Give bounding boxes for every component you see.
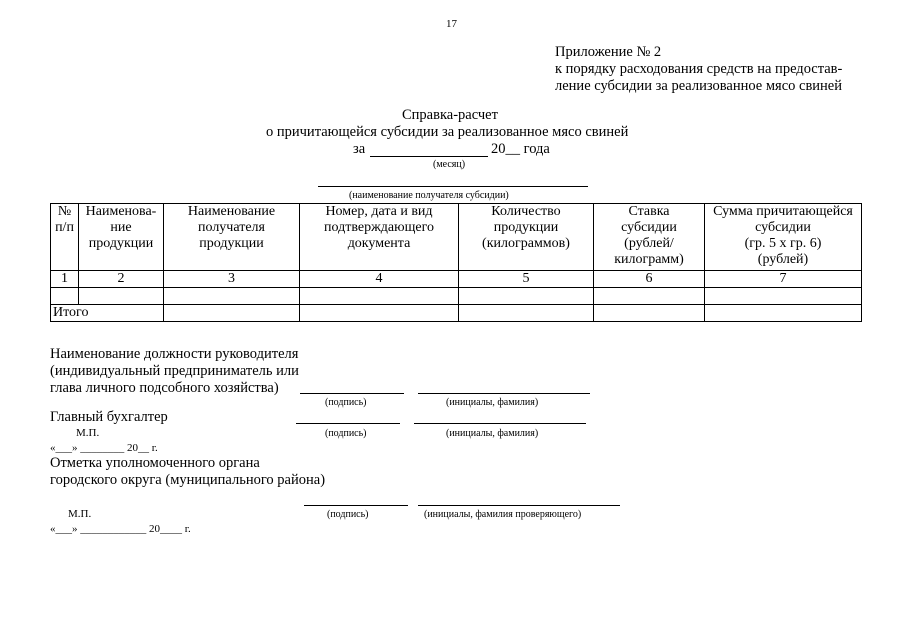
recipient-blank-line <box>318 186 588 187</box>
appendix-line-2: к порядку расходования средств на предостав- <box>555 61 843 77</box>
column-number-row <box>51 271 862 288</box>
column-number: 4 <box>300 271 459 288</box>
header-quantity: Количество продукции (килограммов) <box>459 204 594 271</box>
head-signature-line <box>300 393 404 394</box>
month-caption: (месяц) <box>433 159 466 170</box>
stamp-label: М.П. <box>68 508 92 520</box>
table-cell[interactable] <box>164 288 300 305</box>
verifier-signature-caption: (подпись) <box>327 509 369 520</box>
header-product-name: Наименова- ние продукции <box>79 204 164 271</box>
recipient-caption: (наименование получателя субсидии) <box>349 190 509 201</box>
header-amount: Сумма причитающейся субсидии (гр. 5 х гр. 6) (рублей) <box>705 204 862 271</box>
accountant-name-caption: (инициалы, фамилия) <box>446 428 539 439</box>
stamp-label: М.П. <box>76 427 100 439</box>
total-label: Итого <box>51 305 164 322</box>
document-title: Справка-расчет <box>402 107 498 123</box>
column-number: 1 <box>51 271 79 288</box>
appendix-line-3: ление субсидии за реализованное мясо свиней <box>555 78 843 94</box>
verifier-name-line <box>418 505 620 506</box>
period-year: 20__ года <box>491 141 550 157</box>
table-cell[interactable] <box>79 288 164 305</box>
table-cell[interactable] <box>459 288 594 305</box>
appendix-title: Приложение № 2 <box>555 44 662 60</box>
verifier-signature-line <box>304 505 408 506</box>
head-signature-caption: (подпись) <box>325 397 367 408</box>
date-line: «___» ________ 20__ г. <box>50 442 158 454</box>
table-header-row <box>51 204 862 271</box>
head-name-line <box>418 393 590 394</box>
chief-accountant-label: Главный бухгалтер <box>50 409 168 425</box>
head-position-line-1: Наименование должности руководителя <box>50 346 299 362</box>
header-rate: Ставка субсидии (рублей/ килограмм) <box>594 204 705 271</box>
verifier-name-caption: (инициалы, фамилия проверяющего) <box>424 509 582 520</box>
head-position-line-2: (индивидуальный предприниматель или <box>50 363 299 379</box>
column-number: 2 <box>79 271 164 288</box>
table-cell[interactable] <box>300 305 459 322</box>
table-cell[interactable] <box>51 288 79 305</box>
accountant-signature-line <box>296 423 400 424</box>
subsidy-table <box>50 203 862 322</box>
column-number: 7 <box>705 271 862 288</box>
document-subtitle: о причитающейся субсидии за реализованное мясо свиней <box>266 124 629 140</box>
table-cell[interactable] <box>300 288 459 305</box>
period-prefix: за <box>353 141 366 157</box>
header-number: № п/п <box>51 204 79 271</box>
header-product-recipient: Наименование получателя продукции <box>164 204 300 271</box>
table-cell[interactable] <box>705 305 862 322</box>
accountant-signature-caption: (подпись) <box>325 428 367 439</box>
accountant-name-line <box>414 423 586 424</box>
authority-line-2: городского округа (муниципального района) <box>50 472 326 488</box>
column-number: 3 <box>164 271 300 288</box>
table-cell[interactable] <box>164 305 300 322</box>
authority-line-1: Отметка уполномоченного органа <box>50 455 260 471</box>
column-number: 6 <box>594 271 705 288</box>
total-row <box>51 305 862 322</box>
column-number: 5 <box>459 271 594 288</box>
month-blank-line <box>370 156 488 157</box>
head-name-caption: (инициалы, фамилия) <box>446 397 539 408</box>
header-document: Номер, дата и вид подтверждающего документа <box>300 204 459 271</box>
table-cell[interactable] <box>594 288 705 305</box>
table-row <box>51 288 862 305</box>
page-number: 17 <box>446 18 457 30</box>
table-cell[interactable] <box>459 305 594 322</box>
date-line-2: «___» ____________ 20____ г. <box>50 523 191 535</box>
table-cell[interactable] <box>594 305 705 322</box>
head-position-line-3: глава личного подсобного хозяйства) <box>50 380 279 396</box>
table-cell[interactable] <box>705 288 862 305</box>
